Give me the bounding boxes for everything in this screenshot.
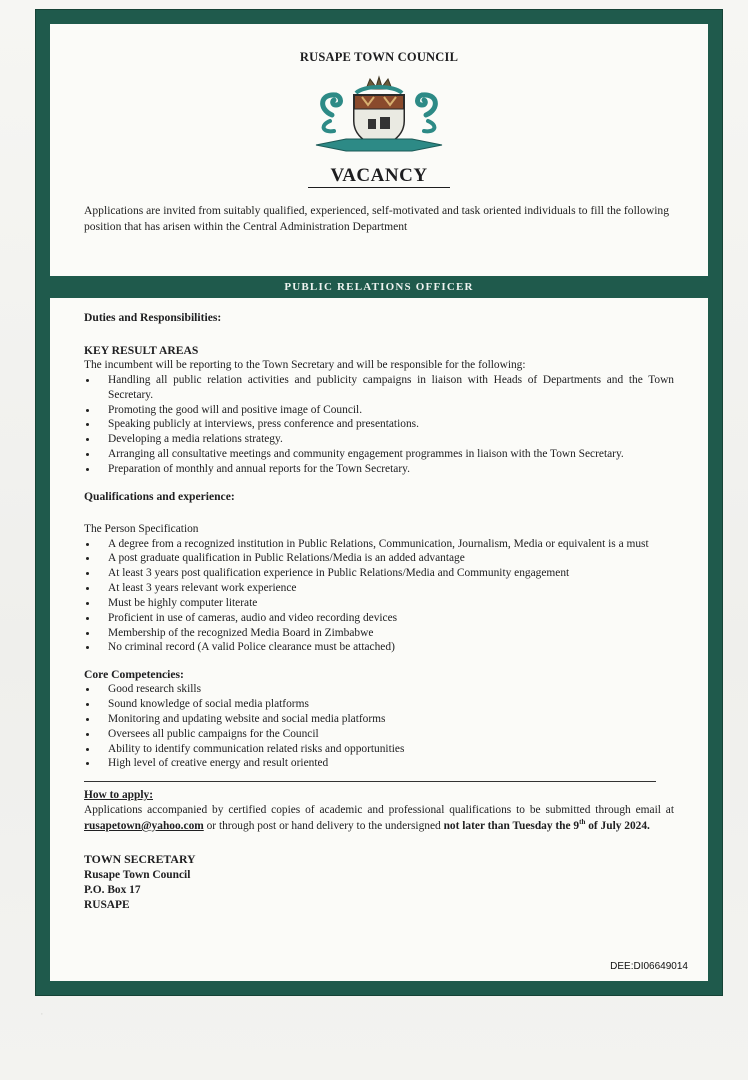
qualifications-list <box>84 537 674 656</box>
reference-code: DEE:DI06649014 <box>610 961 688 972</box>
list-item: Promoting the good will and positive image of Council. <box>84 403 674 418</box>
list-item: A post graduate qualification in Public Relations/Media is an added advantage <box>84 551 674 566</box>
competencies-list <box>84 682 674 771</box>
apply-paragraph <box>84 803 674 833</box>
apply-text: or through post or hand delivery to the undersigned <box>203 819 444 832</box>
list-item: Must be highly computer literate <box>84 596 674 611</box>
list-item: Sound knowledge of social media platforms <box>84 697 674 712</box>
list-item: At least 3 years post qualification experience in Public Relations/Media and Community engagement <box>84 566 674 581</box>
deadline-text: of July 2024. <box>585 819 650 832</box>
person-spec-heading: The Person Specification <box>84 522 199 535</box>
apply-heading: How to apply: <box>84 789 153 802</box>
list-item: High level of creative energy and result oriented <box>84 756 674 771</box>
position-banner: PUBLIC RELATIONS OFFICER <box>50 276 708 298</box>
body-panel <box>50 298 708 981</box>
advert-frame <box>36 10 722 995</box>
list-item: Proficient in use of cameras, audio and video recording devices <box>84 611 674 626</box>
duties-heading: Duties and Responsibilities: <box>84 311 222 324</box>
council-name: RUSAPE TOWN COUNCIL <box>299 50 459 64</box>
kra-heading: KEY RESULT AREAS <box>84 344 199 358</box>
list-item: A degree from a recognized institution in Public Relations, Communication, Journalism, Media or equivalent is a must <box>84 537 674 552</box>
list-item: Speaking publicly at interviews, press conference and presentations. <box>84 417 674 432</box>
signatory-town: RUSAPE <box>84 899 130 912</box>
signature-block <box>84 852 674 914</box>
list-item: Membership of the recognized Media Board in Zimbabwe <box>84 626 674 641</box>
list-item: No criminal record (A valid Police clearance must be attached) <box>84 640 674 655</box>
list-item: Developing a media relations strategy. <box>84 432 674 447</box>
advert-inner <box>50 24 708 981</box>
list-item: Oversees all public campaigns for the Council <box>84 727 674 742</box>
list-item: Arranging all consultative meetings and community engagement programmes in liaison with the Town Secretary. <box>84 447 674 462</box>
list-item: Good research skills <box>84 682 674 697</box>
apply-text: Applications accompanied by certified copies of academic and professional qualifications to be submitted through email at <box>84 804 674 817</box>
list-item: Ability to identify communication related risks and opportunities <box>84 742 674 757</box>
deadline-text: not later than Tuesday the 9 <box>443 819 580 832</box>
email-link[interactable]: rusapetown@yahoo.com <box>84 819 204 832</box>
list-item: At least 3 years relevant work experience <box>84 581 674 596</box>
header-panel <box>50 24 708 276</box>
vacancy-title: VACANCY <box>308 165 449 188</box>
kra-intro: The incumbent will be reporting to the Town Secretary and will be responsible for the following: <box>84 359 526 372</box>
deadline <box>443 817 650 832</box>
list-item: Handling all public relation activities and publicity campaigns in liaison with Heads of Departments and the Town Secretary. <box>84 373 674 403</box>
vacancy-heading <box>84 165 674 187</box>
signatory-org: Rusape Town Council <box>84 868 191 881</box>
signatory-title: TOWN SECRETARY <box>84 851 196 866</box>
council-crest <box>84 75 674 155</box>
section-divider <box>84 781 656 782</box>
crest-icon <box>312 75 446 155</box>
list-item: Preparation of monthly and annual reports for the Town Secretary. <box>84 462 674 477</box>
bleed-through-text: · <box>40 1008 44 1020</box>
list-item: Monitoring and updating website and social media platforms <box>84 712 674 727</box>
qualifications-heading: Qualifications and experience: <box>84 489 235 503</box>
deadline-suffix: th <box>579 817 586 826</box>
postal-box: P.O. Box 17 <box>84 883 141 896</box>
competencies-heading: Core Competencies: <box>84 668 184 682</box>
intro-paragraph: Applications are invited from suitably qualified, experienced, self-motivated and task oriented individuals to fill the following position that has arisen within the Central Administration Department <box>84 204 670 233</box>
duties-list <box>84 373 674 477</box>
